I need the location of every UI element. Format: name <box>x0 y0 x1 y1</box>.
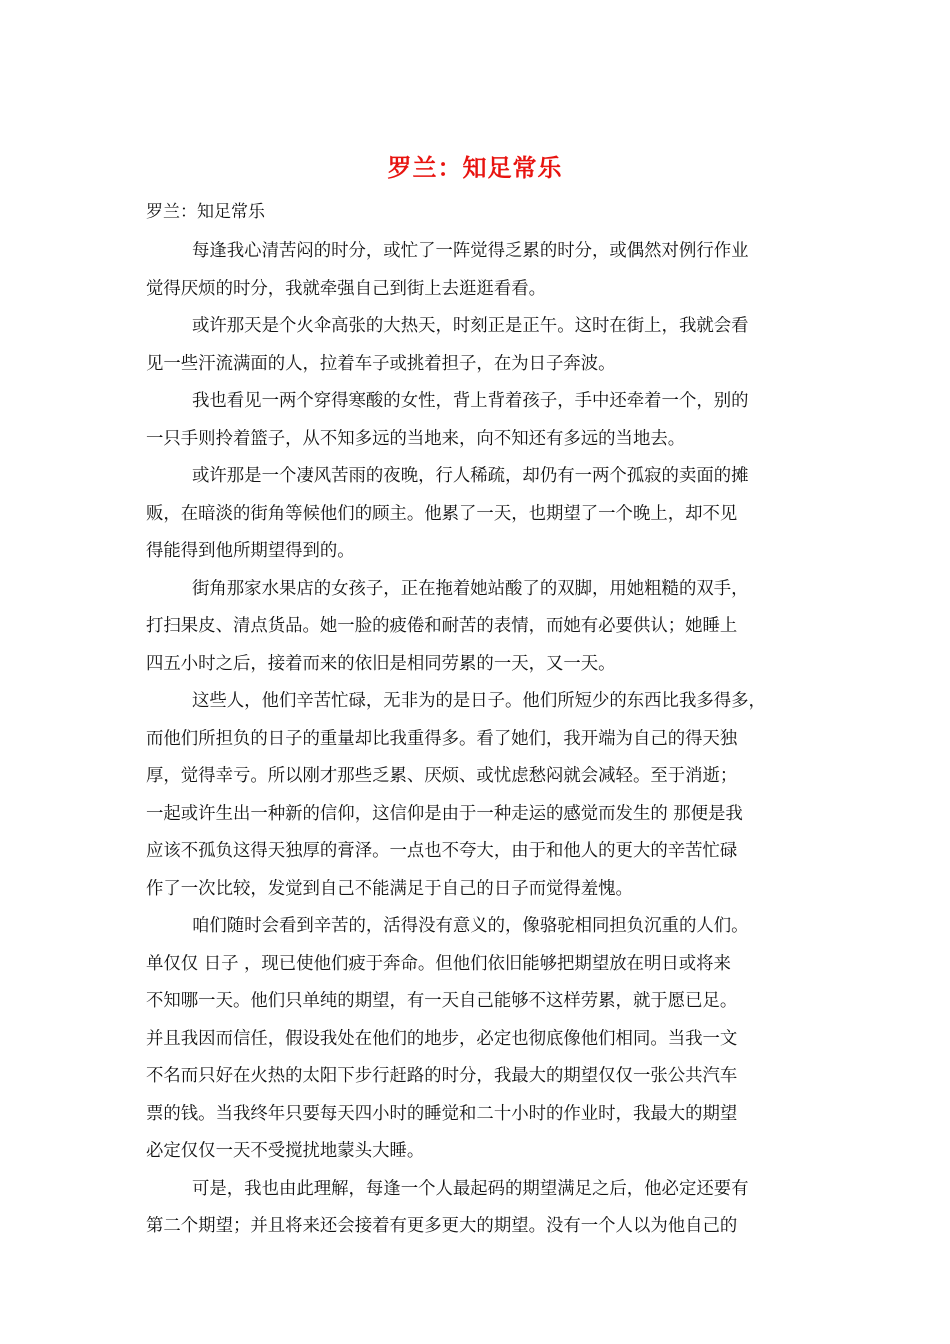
body-text-line: 第二个期望；并且将来还会接着有更多更大的期望。没有一个人以为他自己的 <box>146 1216 738 1236</box>
body-text-line: 见一些汗流满面的人，拉着车子或挑着担子，在为日子奔波。 <box>146 353 616 374</box>
body-text-line: 我也看见一两个穿得寒酸的女性，背上背着孩子，手中还牵着一个，别的 <box>192 391 749 411</box>
body-text-line: 不知哪一天。他们只单纯的期望，有一天自己能够不这样劳累，就于愿已足。 <box>146 991 738 1011</box>
body-text-line: 这些人，他们辛苦忙碌，无非为的是日子。他们所短少的东西比我多得多， <box>192 691 766 711</box>
body-text-line: 四五小时之后，接着而来的依旧是相同劳累的一天，又一天。 <box>146 653 616 674</box>
body-text-line: 必定仅仅一天不受搅扰地蒙头大睡。 <box>146 1141 425 1161</box>
body-text-line: 不名而只好在火热的太阳下步行赶路的时分，我最大的期望仅仅一张公共汽车 <box>146 1066 738 1086</box>
document-subtitle: 罗兰：知足常乐 <box>146 202 265 222</box>
body-text-line: 咱们随时会看到辛苦的，活得没有意义的，像骆驼相同担负沉重的人们。 <box>192 916 749 936</box>
body-text-line: 并且我因而信任，假设我处在他们的地步，必定也彻底像他们相同。当我一文 <box>146 1028 738 1049</box>
body-text-line: 街角那家水果店的女孩子，正在拖着她站酸了的双脚，用她粗糙的双手， <box>192 578 749 599</box>
body-text-line: 厚，觉得幸亏。所以刚才那些乏累、厌烦、或忧虑愁闷就会减轻。至于消逝； <box>146 766 738 786</box>
body-text-line: 得能得到他所期望得到的。 <box>146 541 355 561</box>
page-title: 罗兰：知足常乐 <box>387 153 563 182</box>
body-text-line: 或许那是一个凄风苦雨的夜晚，行人稀疏，却仍有一两个孤寂的卖面的摊 <box>192 466 749 486</box>
body-text-line: 而他们所担负的日子的重量却比我重得多。看了她们，我开端为自己的得天独 <box>146 728 738 749</box>
body-text-line: 觉得厌烦的时分，我就牵强自己到街上去逛逛看看。 <box>146 278 546 299</box>
body-text-line: 或许那天是个火伞高张的大热天，时刻正是正午。这时在街上，我就会看 <box>192 316 749 336</box>
body-text-line: 贩，在暗淡的街角等候他们的顾主。他累了一天，也期望了一个晚上，却不见 <box>146 503 738 524</box>
document-body <box>146 233 818 1246</box>
body-text-line: 票的钱。当我终年只要每天四小时的睡觉和二十小时的作业时，我最大的期望 <box>146 1103 738 1124</box>
body-text-line: 应该不孤负这得天独厚的膏泽。一点也不夸大，由于和他人的更大的辛苦忙碌 <box>146 841 738 861</box>
body-text-line: 作了一次比较，发觉到自己不能满足于自己的日子而觉得羞愧。 <box>146 878 633 899</box>
body-text-line: 可是，我也由此理解，每逢一个人最起码的期望满足之后，他必定还要有 <box>192 1178 749 1199</box>
body-text-line: 每逢我心清苦闷的时分，或忙了一阵觉得乏累的时分，或偶然对例行作业 <box>192 241 749 261</box>
body-text-line: 单仅仅 日子 ，现已使他们疲于奔命。但他们依旧能够把期望放在明日或将来 <box>146 953 731 974</box>
body-text-line: 打扫果皮、清点货品。她一脸的疲倦和耐苦的表情，而她有必要供认；她睡上 <box>146 616 738 636</box>
body-text-line: 一起或许生出一种新的信仰，这信仰是由于一种走运的感觉而发生的 那便是我 <box>146 803 743 824</box>
body-text-line: 一只手则拎着篮子，从不知多远的当地来，向不知还有多远的当地去。 <box>146 428 686 449</box>
